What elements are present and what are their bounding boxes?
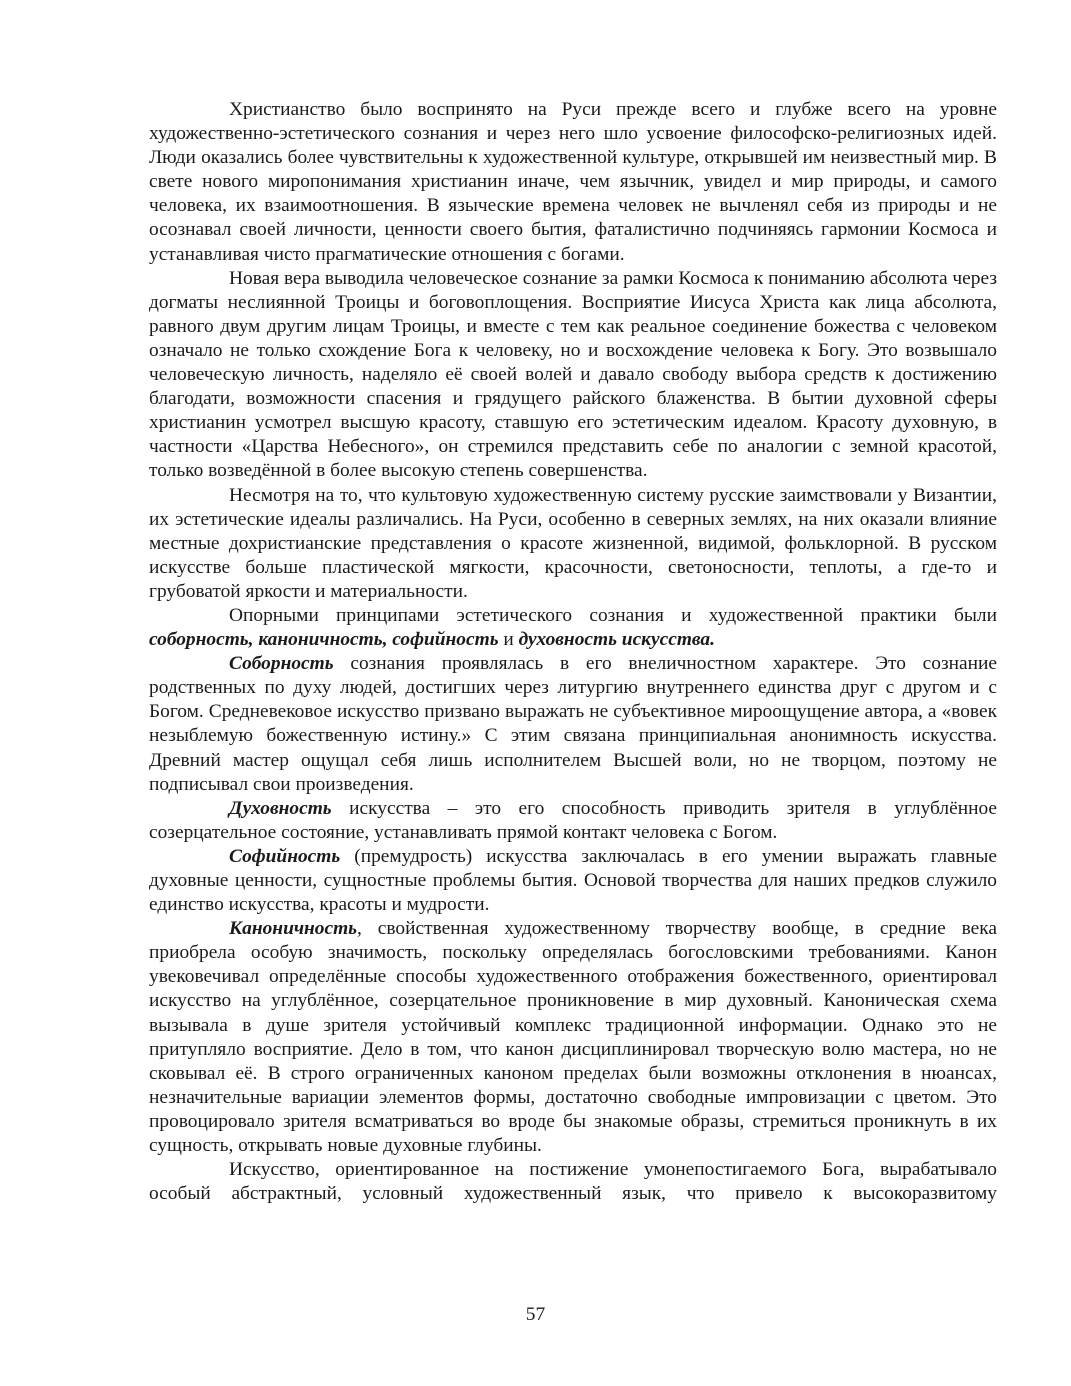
term-heading: Соборность (229, 653, 334, 675)
emphasis-text: духовность искусства. (518, 629, 715, 651)
paragraph: Опорными принципами эстетического сознания и художественной практики были соборность, каноничность, софийность и духовность искусства. (149, 604, 997, 651)
paragraph: Духовность искусства – это его способность приводить зрителя в углублённое созерцательное состояние, устанавливать прямой контакт человека с Богом. (149, 797, 997, 843)
paragraph: Соборность сознания проявлялась в его внеличностном характере. Это сознание родственных по духу людей, достигших через литургию внутреннего единства друг с другом и с Богом. Средневековое искусство призвано выражать не субъективное мироощущение автора, а «вовек незыблемую божественную истину.» С этим связана принципиальная анонимность искусства. Древний мастер ощущал себя лишь исполнителем Высшей воли, но не творцом, поэтому не подписывал свои произведения. (149, 653, 997, 795)
paragraph: Христианство было воспринято на Руси прежде всего и глубже всего на уровне художественно-эстетического сознания и через него шло усвоение философско-религиозных идей. Люди оказались более чувствительны к художественной культуре, открывшей им неизвестный мир. В свете нового миропонимания христианин иначе, чем язычник, увидел и мир природы, и самого человека, их взаимоотношения. В языческие времена человек не вычленял себя из природы и не осознавал своей личности, ценности своего бытия, фаталистично подчиняясь гармонии Космоса и устанавливая чисто прагматические отношения с богами. (149, 99, 997, 265)
term-heading: Духовность (229, 797, 332, 819)
term-heading: Софийность (229, 845, 341, 867)
paragraph: Несмотря на то, что культовую художественную систему русские заимствовали у Византии, их эстетические идеалы различались. На Руси, особенно в северных землях, на них оказали влияние местные дохристианские представления о красоте жизненной, видимой, фольклорной. В русском искусстве больше пластической мягкости, красочности, светоносности, теплоты, а где-то и грубоватой яркости и материальности. (149, 484, 997, 602)
paragraph: Новая вера выводила человеческое сознание за рамки Космоса к пониманию абсолюта через догматы неслиянной Троицы и боговоплощения. Восприятие Иисуса Христа как лица абсолюта, равного двум другим лицам Троицы, и вместе с тем как реальное соединение божества с человеком означало не только схождение Бога к человеку, но и восхождение человека к Богу. Это возвышало человеческую личность, наделяло её своей волей и давало свободу выбора средств к достижению благодати, возможности спасения и грядущего райского блаженства. В бытии духовной сферы христианин усмотрел высшую красоту, ставшую его эстетическим идеалом. Красоту духовную, в частности «Царства Небесного», он стремился представить себе по аналогии с земной красотой, только возведённой в более высокую степень совершенства. (149, 267, 997, 482)
page-body (149, 98, 997, 1206)
emphasis-text: соборность, каноничность, софийность (149, 629, 499, 651)
term-heading: Каноничность (229, 918, 358, 940)
page-number: 57 (525, 1304, 546, 1325)
paragraph: Каноничность, свойственная художественному творчеству вообще, в средние века приобрела особую значимость, поскольку определялась богословскими требованиями. Канон увековечивал определённые способы художественного отображения божественного, ориентировал искусство на углублённое, созерцательное проникновение в мир духовный. Каноническая схема вызывала в душе зрителя устойчивый комплекс традиционной информации. Однако это не притупляло восприятие. Дело в том, что канон дисциплинировал творческую волю мастера, но не сковывал её. В строго ограниченных каноном пределах были возможны отклонения в нюансах, незначительные вариации элементов формы, достаточно свободные импровизации с цветом. Это провоцировало зрителя всматриваться во вроде бы знакомые образы, стремиться проникнуть в их сущность, открывать новые духовные глубины. (149, 918, 997, 1157)
paragraph: Софийность (премудрость) искусства заключалась в его умении выражать главные духовные ценности, сущностные проблемы бытия. Основой творчества для наших предков служило единство искусства, красоты и мудрости. (149, 845, 997, 916)
paragraph: Искусство, ориентированное на постижение умонепостигаемого Бога, вырабатывало особый абстрактный, условный художественный язык, что привело к высокоразвитому (149, 1159, 997, 1205)
